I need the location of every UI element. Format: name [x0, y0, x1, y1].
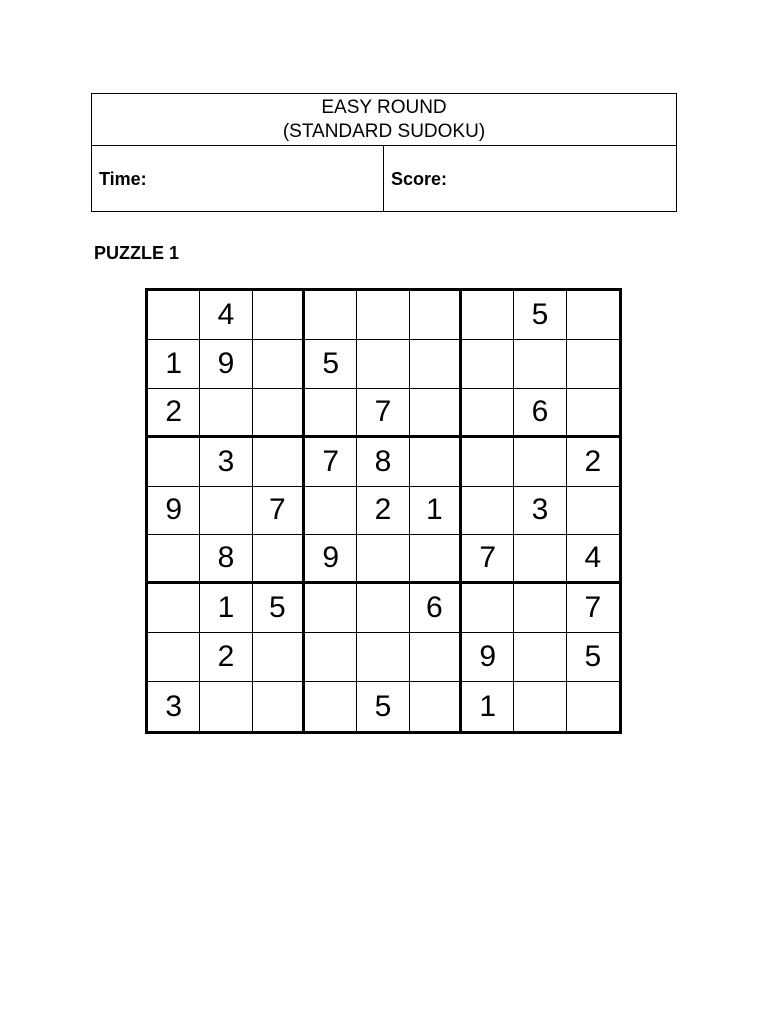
sudoku-cell-given: 1	[410, 487, 462, 536]
puzzle-label: PUZZLE 1	[94, 243, 180, 263]
sudoku-cell-empty[interactable]	[462, 584, 514, 633]
sudoku-cell-given: 9	[462, 633, 514, 682]
sudoku-cell-empty[interactable]	[567, 340, 619, 389]
sudoku-cell-empty[interactable]	[148, 438, 200, 487]
sudoku-cell-given: 4	[567, 535, 619, 584]
sudoku-cell-given: 7	[567, 584, 619, 633]
sudoku-cell-empty[interactable]	[410, 389, 462, 438]
sudoku-cell-empty[interactable]	[357, 584, 409, 633]
sudoku-cell-given: 1	[200, 584, 252, 633]
sudoku-cell-given: 9	[200, 340, 252, 389]
sudoku-cell-empty[interactable]	[462, 438, 514, 487]
sudoku-cell-empty[interactable]	[410, 340, 462, 389]
sudoku-cell-empty[interactable]	[514, 633, 566, 682]
sudoku-cell-given: 8	[357, 438, 409, 487]
sudoku-cell-empty[interactable]	[410, 438, 462, 487]
sudoku-cell-empty[interactable]	[253, 682, 305, 731]
sudoku-cell-given: 1	[148, 340, 200, 389]
sudoku-cell-empty[interactable]	[305, 487, 357, 536]
sudoku-cell-empty[interactable]	[305, 633, 357, 682]
sudoku-cell-given: 2	[200, 633, 252, 682]
sudoku-cell-given: 5	[357, 682, 409, 731]
sudoku-cell-empty[interactable]	[514, 584, 566, 633]
sudoku-cell-empty[interactable]	[514, 682, 566, 731]
sudoku-cell-empty[interactable]	[462, 487, 514, 536]
sudoku-cell-given: 2	[148, 389, 200, 438]
sudoku-cell-given: 1	[462, 682, 514, 731]
sudoku-cell-empty[interactable]	[462, 389, 514, 438]
sudoku-cell-empty[interactable]	[357, 633, 409, 682]
sudoku-cell-empty[interactable]	[148, 291, 200, 340]
sudoku-cell-given: 8	[200, 535, 252, 584]
sudoku-cell-empty[interactable]	[148, 584, 200, 633]
sudoku-cell-empty[interactable]	[514, 340, 566, 389]
sudoku-cell-given: 4	[200, 291, 252, 340]
sudoku-cell-empty[interactable]	[357, 340, 409, 389]
sudoku-cell-empty[interactable]	[253, 291, 305, 340]
sudoku-cell-given: 3	[200, 438, 252, 487]
sudoku-cell-empty[interactable]	[410, 633, 462, 682]
sudoku-cell-empty[interactable]	[200, 487, 252, 536]
sudoku-cell-empty[interactable]	[567, 487, 619, 536]
sudoku-cell-given: 7	[253, 487, 305, 536]
header-table	[91, 93, 677, 212]
sudoku-cell-empty[interactable]	[253, 340, 305, 389]
sudoku-cell-given: 5	[305, 340, 357, 389]
sudoku-cell-empty[interactable]	[567, 291, 619, 340]
sudoku-cell-empty[interactable]	[514, 535, 566, 584]
sudoku-cell-empty[interactable]	[148, 633, 200, 682]
sudoku-cell-given: 6	[514, 389, 566, 438]
sudoku-cell-given: 5	[567, 633, 619, 682]
sudoku-cell-empty[interactable]	[410, 682, 462, 731]
sudoku-cell-empty[interactable]	[567, 389, 619, 438]
sudoku-cell-empty[interactable]	[514, 438, 566, 487]
time-field[interactable]	[92, 146, 384, 212]
sudoku-cell-given: 7	[462, 535, 514, 584]
sudoku-cell-given: 3	[148, 682, 200, 731]
sudoku-cell-empty[interactable]	[410, 535, 462, 584]
sudoku-cell-empty[interactable]	[305, 291, 357, 340]
round-title	[92, 94, 676, 146]
header-fields-row	[92, 146, 676, 212]
sudoku-cell-given: 7	[305, 438, 357, 487]
sudoku-cell-empty[interactable]	[253, 535, 305, 584]
sudoku-cell-empty[interactable]	[462, 291, 514, 340]
round-title-line1: EASY ROUND	[321, 96, 447, 118]
sudoku-cell-given: 3	[514, 487, 566, 536]
sudoku-cell-empty[interactable]	[305, 584, 357, 633]
sudoku-cell-empty[interactable]	[305, 389, 357, 438]
sudoku-cell-given: 5	[253, 584, 305, 633]
sudoku-cell-given: 2	[357, 487, 409, 536]
sudoku-cell-empty[interactable]	[200, 389, 252, 438]
sudoku-cell-empty[interactable]	[200, 682, 252, 731]
sudoku-cell-empty[interactable]	[462, 340, 514, 389]
sudoku-cell-empty[interactable]	[567, 682, 619, 731]
round-title-line2: (STANDARD SUDOKU)	[282, 120, 486, 142]
sudoku-cell-empty[interactable]	[410, 291, 462, 340]
score-field[interactable]	[384, 146, 676, 212]
sudoku-cell-empty[interactable]	[148, 535, 200, 584]
sudoku-cell-given: 9	[305, 535, 357, 584]
sudoku-cell-given: 9	[148, 487, 200, 536]
sudoku-cell-empty[interactable]	[305, 682, 357, 731]
sudoku-cell-given: 7	[357, 389, 409, 438]
score-label: Score:	[391, 168, 448, 189]
sudoku-cell-empty[interactable]	[357, 291, 409, 340]
time-label: Time:	[99, 168, 147, 189]
sudoku-cell-empty[interactable]	[253, 438, 305, 487]
sudoku-cell-given: 6	[410, 584, 462, 633]
sudoku-cell-given: 5	[514, 291, 566, 340]
sudoku-cell-empty[interactable]	[357, 535, 409, 584]
sudoku-cell-empty[interactable]	[253, 389, 305, 438]
sudoku-cell-empty[interactable]	[253, 633, 305, 682]
sudoku-grid	[145, 288, 622, 734]
sudoku-cell-given: 2	[567, 438, 619, 487]
